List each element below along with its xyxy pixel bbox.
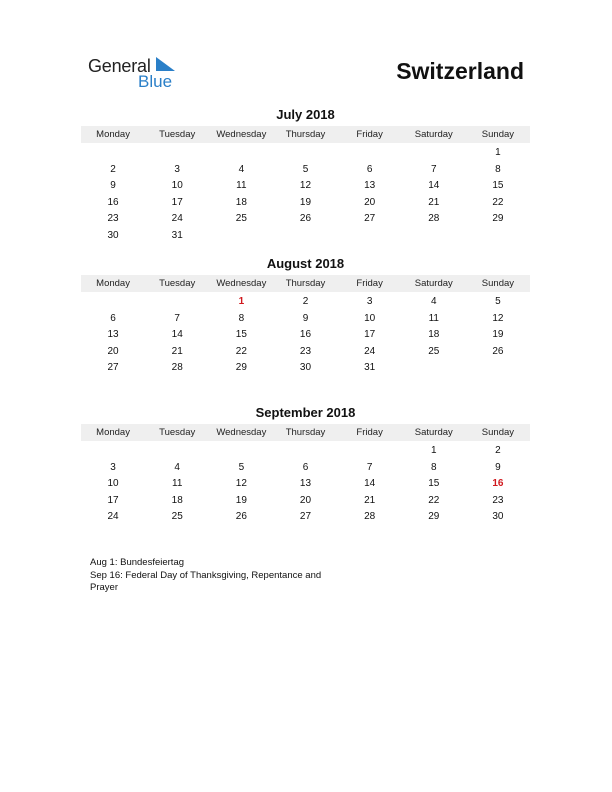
day-cell: 12 [235, 478, 247, 490]
holiday-notes [90, 557, 350, 595]
weekday-label: Thursday [285, 427, 326, 438]
day-cell: 4 [238, 163, 245, 175]
weekday-label: Sunday [481, 129, 515, 140]
empty-day-cell [145, 443, 209, 460]
empty-day-cell [81, 145, 145, 162]
day-cell: 21 [364, 494, 376, 506]
day-cell: 18 [171, 494, 183, 506]
day-cell: 19 [492, 329, 504, 341]
day-cell: 20 [299, 494, 312, 506]
holiday-day-cell: 16 [492, 478, 504, 490]
day-cell: 12 [299, 180, 312, 192]
weekday-header [81, 275, 530, 292]
day-cell: 5 [495, 296, 501, 307]
empty-day-cell [338, 443, 402, 460]
empty-day-cell [145, 145, 209, 162]
month-title: August 2018 [266, 256, 345, 271]
day-cell: 13 [364, 180, 376, 192]
weekday-label: Monday [96, 129, 130, 140]
weekday-label: Sunday [481, 427, 515, 438]
empty-day-cell [402, 145, 466, 162]
day-cell: 22 [235, 345, 247, 357]
day-cell: 11 [428, 312, 439, 324]
weekday-label: Friday [356, 427, 383, 438]
weekday-label: Tuesday [159, 427, 196, 438]
logo-blue-text: Blue [138, 72, 173, 91]
day-cell: 5 [302, 163, 309, 175]
holiday-note: Aug 1: Bundesfeiertag [90, 557, 185, 568]
day-grid [81, 294, 530, 377]
month-september [81, 405, 530, 526]
day-cell: 3 [366, 296, 373, 307]
day-cell: 24 [171, 213, 183, 225]
day-cell: 12 [492, 312, 504, 324]
empty-day-cell [273, 443, 337, 460]
weekday-header [81, 126, 530, 143]
day-cell: 8 [430, 461, 437, 473]
day-cell: 3 [110, 461, 116, 473]
weekday-header [81, 424, 530, 441]
day-cell: 30 [299, 362, 312, 374]
logo-flag-icon [154, 56, 176, 72]
day-cell: 26 [235, 511, 247, 523]
day-cell: 23 [107, 213, 119, 225]
day-cell: 17 [171, 196, 183, 208]
day-cell: 28 [428, 213, 440, 225]
weekday-label: Thursday [285, 278, 326, 289]
day-cell: 15 [428, 478, 440, 490]
day-cell: 17 [107, 494, 119, 506]
empty-day-cell [81, 443, 145, 460]
day-cell: 9 [110, 180, 116, 192]
day-cell: 10 [107, 478, 119, 490]
day-cell: 18 [235, 196, 247, 208]
month-title: September 2018 [255, 405, 356, 420]
holiday-note: Sep 16: Federal Day of Thanksgiving, Repentance and Prayer [90, 569, 322, 593]
day-cell: 7 [366, 461, 373, 473]
day-cell: 17 [364, 329, 376, 341]
day-cell: 19 [299, 196, 312, 208]
empty-day-cell [81, 294, 145, 311]
weekday-label: Monday [96, 278, 130, 289]
day-cell: 1 [430, 445, 437, 456]
day-cell: 13 [107, 329, 119, 341]
day-cell: 10 [171, 180, 183, 192]
weekday-label: Friday [356, 278, 383, 289]
day-cell: 24 [107, 511, 119, 523]
day-cell: 16 [107, 196, 119, 208]
day-cell: 27 [107, 362, 119, 374]
weekday-label: Tuesday [159, 129, 196, 140]
weekday-label: Saturday [414, 278, 453, 289]
weekday-label: Wednesday [216, 129, 267, 140]
day-cell: 30 [492, 511, 504, 523]
day-cell: 2 [302, 296, 309, 307]
day-cell: 26 [492, 345, 504, 357]
day-cell: 11 [236, 180, 247, 192]
day-cell: 22 [492, 196, 504, 208]
day-cell: 23 [299, 345, 312, 357]
day-cell: 29 [492, 213, 504, 225]
weekday-label: Friday [356, 129, 383, 140]
day-cell: 29 [428, 511, 440, 523]
day-cell: 19 [235, 494, 247, 506]
month-august [81, 256, 530, 377]
logo-general-text: General [88, 56, 151, 76]
day-cell: 7 [174, 312, 180, 324]
day-cell: 7 [430, 163, 437, 175]
day-cell: 28 [171, 362, 183, 374]
weekday-label: Monday [96, 427, 130, 438]
day-cell: 27 [299, 511, 312, 523]
month-july [81, 107, 530, 245]
day-cell: 6 [366, 163, 373, 175]
day-cell: 27 [364, 213, 376, 225]
day-cell: 6 [110, 312, 116, 324]
day-grid [81, 443, 530, 526]
day-cell: 20 [364, 196, 376, 208]
day-cell: 31 [364, 362, 376, 374]
day-cell: 4 [174, 461, 180, 473]
day-cell: 25 [428, 345, 440, 357]
day-cell: 6 [302, 461, 309, 473]
day-cell: 13 [299, 478, 312, 490]
day-cell: 9 [302, 312, 309, 324]
weekday-label: Saturday [414, 129, 453, 140]
weekday-label: Wednesday [216, 278, 267, 289]
day-cell: 29 [235, 362, 247, 374]
day-cell: 21 [428, 196, 440, 208]
day-cell: 2 [495, 445, 501, 456]
day-cell: 4 [430, 296, 437, 307]
day-cell: 31 [171, 229, 183, 241]
day-cell: 11 [172, 478, 183, 490]
weekday-label: Wednesday [216, 427, 267, 438]
day-grid [81, 145, 530, 245]
day-cell: 22 [428, 494, 440, 506]
day-cell: 8 [238, 312, 245, 324]
day-cell: 2 [110, 163, 116, 175]
weekday-label: Sunday [481, 278, 515, 289]
weekday-label: Thursday [285, 129, 326, 140]
day-cell: 23 [492, 494, 504, 506]
day-cell: 25 [235, 213, 247, 225]
empty-day-cell [338, 145, 402, 162]
day-cell: 24 [364, 345, 376, 357]
day-cell: 5 [238, 461, 245, 473]
holiday-day-cell: 1 [238, 296, 245, 307]
day-cell: 28 [364, 511, 376, 523]
day-cell: 21 [171, 345, 183, 357]
day-cell: 14 [364, 478, 376, 490]
empty-day-cell [273, 145, 337, 162]
weekday-label: Saturday [414, 427, 453, 438]
generalblue-logo [88, 56, 188, 96]
day-cell: 30 [107, 229, 119, 241]
empty-day-cell [209, 443, 273, 460]
month-title: July 2018 [276, 107, 335, 122]
day-cell: 20 [107, 345, 119, 357]
empty-day-cell [209, 145, 273, 162]
day-cell: 3 [174, 163, 180, 175]
country-title: Switzerland [396, 58, 524, 84]
day-cell: 8 [495, 163, 501, 175]
day-cell: 15 [492, 180, 504, 192]
day-cell: 16 [299, 329, 312, 341]
empty-day-cell [145, 294, 209, 311]
day-cell: 26 [299, 213, 312, 225]
day-cell: 9 [495, 461, 501, 473]
day-cell: 1 [495, 147, 501, 158]
weekday-label: Tuesday [159, 278, 196, 289]
day-cell: 15 [235, 329, 247, 341]
day-cell: 14 [428, 180, 440, 192]
day-cell: 25 [171, 511, 183, 523]
day-cell: 10 [364, 312, 376, 324]
day-cell: 18 [428, 329, 440, 341]
day-cell: 14 [171, 329, 183, 341]
